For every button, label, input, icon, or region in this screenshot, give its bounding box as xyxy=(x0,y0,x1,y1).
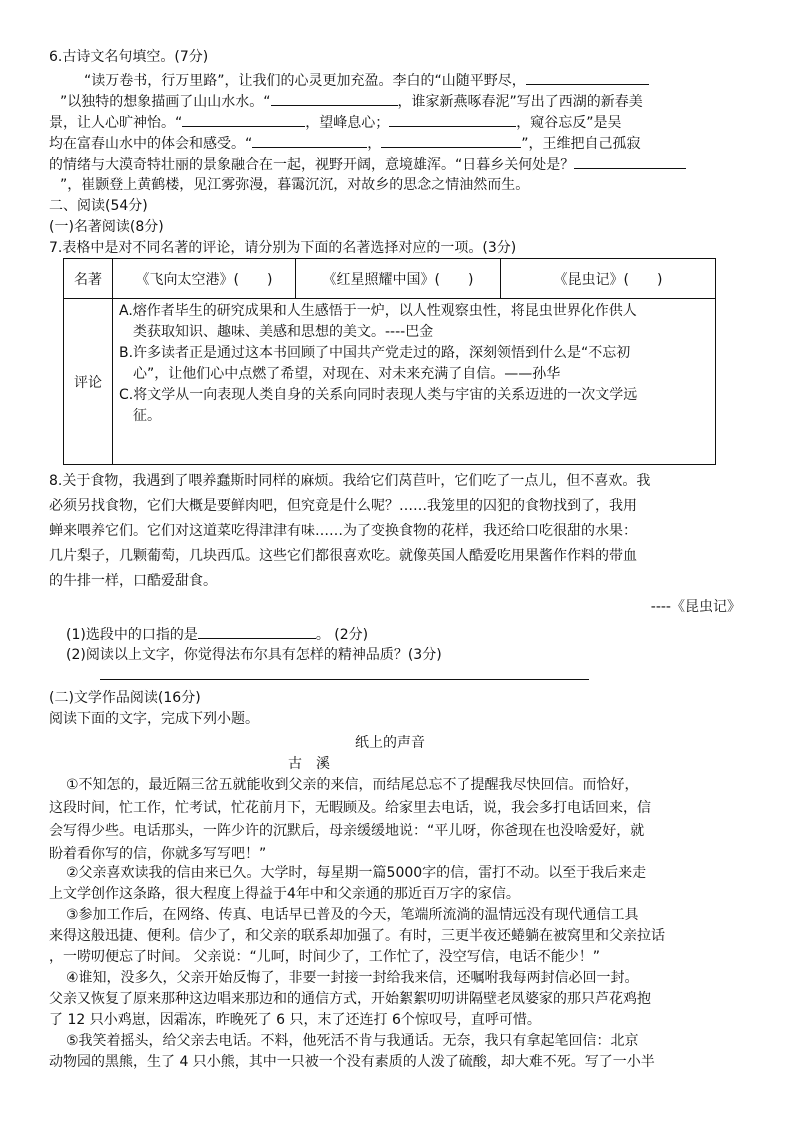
section-2-title: 二、阅读(54分) xyxy=(49,198,148,214)
q6-text-4c: ”，王维把自己孤寂 xyxy=(521,136,641,152)
q6-text-1: “读万卷书，行万里路”，让我们的心灵更加充盈。李白的“山随平野尽， xyxy=(84,73,526,89)
q6-line-6: ”，崔颢登上黄鹤楼，见江雾弥漫，暮霭沉沉，对故乡的思念之情油然而生。 xyxy=(60,177,530,193)
review-row-label: 评论 xyxy=(64,299,113,465)
passage-line: 会写得少些。电话那头，一阵少许的沉默后，母亲缓缓地说：“平儿呀，你爸现在也没啥爱好，就 xyxy=(49,823,645,839)
answer-blank-8[interactable] xyxy=(198,624,316,639)
option-a-line-2: 类获取知识、趣味、美感和思想的美文。----巴金 xyxy=(119,324,434,340)
option-a-line-1: A.熔作者毕生的研究成果和人生感悟于一炉，以人性观察虫性，将昆虫世界化作供人 xyxy=(119,303,637,319)
q8-sub1-score: 。 (2分) xyxy=(315,627,369,643)
q6-text-2a: ”以独特的想象描画了山山水水。“ xyxy=(60,94,271,110)
q6-text-4a: 均在富春山水中的体会和感受。“ xyxy=(49,136,253,152)
option-b-line-1: B.许多读者正是通过这本书回顾了中国共产党走过的路，深刻领悟到什么是“不忘初 xyxy=(119,345,631,361)
option-c-line-2: 征。 xyxy=(119,408,161,424)
q6-line-2 xyxy=(60,91,643,113)
answer-blank-5[interactable] xyxy=(252,133,367,148)
q8-sub2: (2)阅读以上文字，你觉得法布尔具有怎样的精神品质？(3分) xyxy=(66,647,442,663)
q8-sub1-text: (1)选段中的口指的是 xyxy=(66,627,198,643)
passage-line: 父亲又恢复了原来那种这边唱来那边和的通信方式，开始絮絮叨叨讲隔壁老凤婆家的那只芦花鸡抱 xyxy=(49,991,651,1007)
review-table xyxy=(63,258,716,465)
answer-blank-6[interactable] xyxy=(381,133,521,148)
answer-blank-7[interactable] xyxy=(574,154,686,169)
answer-blank-4[interactable] xyxy=(389,112,516,127)
passage-line: 盼着看你写的信，你就多写写吧！” xyxy=(49,846,267,862)
q6-line-3 xyxy=(49,112,622,134)
answer-blank-2[interactable] xyxy=(271,91,398,106)
passage-author: 古 溪 xyxy=(288,756,330,772)
q8-line-3: 蝉来喂养它们。它们对这道菜吃得津津有味……为了变换食物的花样，我还给口吃很甜的水果： xyxy=(49,523,637,539)
option-b-line-2: 心”，让他们心中点燃了希望，对现在、对未来充满了自信。——孙华 xyxy=(119,366,561,382)
review-options xyxy=(113,299,716,465)
answer-blank-3[interactable] xyxy=(182,112,305,127)
passage-line: ，一唠叨便忘了时间。 父亲说：“儿呵，时间少了，工作忙了，没空写信，电话不能少！” xyxy=(49,949,600,965)
passage-line: 这段时间，忙工作，忙考试，忙花前月下，无暇顾及。给家里去电话，说，我会多打电话回来，信 xyxy=(49,800,651,816)
passage-line: 了 12 只小鸡崽，因霜冻，昨晚死了 6 只，末了还连打 6个惊叹号，直呼可惜。 xyxy=(49,1012,541,1028)
passage-line: ②父亲喜欢读我的信由来已久。大学时，每星期一篇5000字的信，雷打不动。以至于我后来走 xyxy=(66,865,647,881)
q6-text-3b: ，望峰息心； xyxy=(305,115,390,131)
answer-line[interactable] xyxy=(100,679,589,680)
option-c-line-1: C.将文学从一向表现人类自身的关系向同时表现人类与宇宙的关系迈进的一次文学远 xyxy=(119,387,638,403)
q6-line-4 xyxy=(49,133,641,155)
subsection-2-title: (二)文学作品阅读(16分) xyxy=(49,690,201,706)
q8-source: ----《昆虫记》 xyxy=(650,599,741,615)
q8-line-2: 必须另找食物，它们大概是要鲜肉吧，但究竟是什么呢？……我笼里的囚犯的食物找到了，我用 xyxy=(49,498,637,514)
answer-blank-1[interactable] xyxy=(526,70,649,85)
q6-text-3c: ，窥谷忘反”是吴 xyxy=(516,115,622,131)
book-cell-3[interactable]: 《昆虫记》( ) xyxy=(501,259,716,299)
q8-line-5: 的牛排一样，口酷爱甜食。 xyxy=(49,573,217,589)
q8-sub1 xyxy=(66,624,368,646)
q6-text-2b: ，谁家新燕啄春泥”写出了西湖的新春美 xyxy=(397,94,643,110)
q8-line-1: 8.关于食物，我遇到了喂养蠢斯时同样的麻烦。我给它们莴苣叶，它们吃了一点儿，但不喜欢。我 xyxy=(49,473,651,489)
q6-line-1 xyxy=(84,70,649,92)
reading-instruction: 阅读下面的文字，完成下列小题。 xyxy=(49,711,259,727)
book-cell-2[interactable]: 《红星照耀中国》( ) xyxy=(296,259,501,299)
q6-header: 6.古诗文名句填空。(7分) xyxy=(49,49,209,65)
q8-line-4: 几片梨子，几颗葡萄，几块西瓜。这些它们都很喜欢吃。就像英国人酷爱吃用果酱作作料的带血 xyxy=(49,548,637,564)
q6-line-5 xyxy=(49,154,686,176)
book-column-label: 名著 xyxy=(64,259,113,299)
passage-line: 上文学创作这条路，很大程度上得益于4年中和父亲通的那近百万字的家信。 xyxy=(49,886,520,902)
q6-text-5: 的情绪与大漠奇特壮丽的景象融合在一起，视野开阔，意境雄浑。“日暮乡关何处是？ xyxy=(49,157,575,173)
passage-title: 纸上的声音 xyxy=(355,735,425,751)
subsection-1-title: (一)名著阅读(8分) xyxy=(49,219,164,235)
book-cell-1[interactable]: 《飞向太空港》( ) xyxy=(113,259,296,299)
passage-line: ③参加工作后，在网络、传真、电话早已普及的今天，笔端所流淌的温情远没有现代通信工具 xyxy=(66,907,639,923)
passage-line: ①不知怎的，最近隔三岔五就能收到父亲的来信，而结尾总忘不了提醒我尽快回信。而恰好， xyxy=(66,777,639,793)
passage-line: 来得这般迅捷、便利。信少了，和父亲的联系却加强了。有时，三更半夜还蜷躺在被窝里和父亲拉话 xyxy=(49,928,665,944)
q6-text-4b: ， xyxy=(367,136,382,152)
passage-line: ④谁知，没多久，父亲开始反悔了，非要一封接一封给我来信，还嘱咐我每两封信必回一封。 xyxy=(66,970,639,986)
passage-line: ⑤我笑着摇头，给父亲去电话。不料，他死活不肯与我通话。无奈，我只有拿起笔回信：北京 xyxy=(66,1033,639,1049)
q7-header: 7.表格中是对不同名著的评论，请分别为下面的名著选择对应的一项。(3分) xyxy=(49,240,517,256)
passage-line: 动物园的黑熊，生了 4 只小熊，其中一只被一个没有素质的人泼了硫酸，却大难不死。写了一小半 xyxy=(49,1054,655,1070)
q6-text-3a: 景，让人心旷神怡。“ xyxy=(49,115,183,131)
